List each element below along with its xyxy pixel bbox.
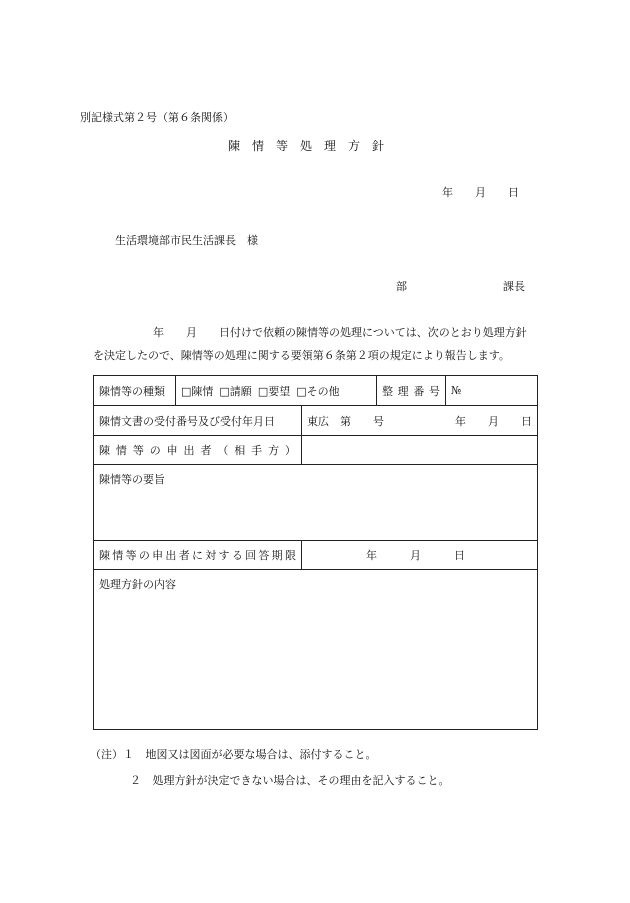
note-2-prefix: ２ [130,774,141,787]
kind-demand-checkbox[interactable]: □要望 [257,384,291,398]
note-1-prefix: （注）１ [90,748,134,761]
addressee: 生活環境部市民生活課長 様 [115,234,258,247]
row-kind [94,376,538,406]
seiri-label: 整 理 番 号 [377,376,446,406]
sender-section: 課長 [503,280,525,293]
receipt-date: 年 月 日 [455,414,532,428]
row-applicant [94,436,538,465]
kind-options [176,376,377,406]
kind-label: 陳情等の種類 [94,376,176,406]
deadline-date-field[interactable]: 年 月 日 [302,541,538,570]
sender-dept: 部 [396,280,407,293]
content-label: 処理方針の内容 [99,578,176,591]
body-line-1: 年 月 日付けで依頼の陳情等の処理については、次のとおり処理方針 [153,326,527,339]
document-title: 陳 情 等 処 理 方 針 [228,139,385,153]
body-line-2: を決定したので、陳情等の処理に関する要領第６条第２項の規定により報告します。 [93,349,510,362]
row-content [94,570,538,730]
receipt-number: 東広 第 号 [307,414,384,428]
deadline-label: 陳 情 等 の 申 出 者 に 対 す る 回 答 期 限 [94,541,302,570]
form-number: 別記様式第２号（第６条関係） [80,111,234,124]
row-receipt [94,406,538,436]
note-2 [130,772,450,788]
note-1 [90,746,377,762]
report-date: 年 月 日 [442,186,519,199]
applicant-label: 陳 情 等 の 申 出 者 （ 相 手 方 ） [94,436,302,465]
note-2-text: 処理方針が決定できない場合は、その理由を記入すること。 [152,774,450,787]
applicant-field[interactable] [302,436,538,465]
content-field[interactable] [94,570,538,730]
row-gist [94,465,538,541]
policy-table [93,375,538,730]
note-1-text: 地図又は図面が必要な場合は、添付すること。 [145,748,377,761]
receipt-field[interactable] [302,406,538,436]
receipt-label: 陳情文書の受付番号及び受付年月日 [94,406,302,436]
kind-request-checkbox[interactable]: □請願 [219,384,252,398]
kind-petition-checkbox[interactable]: □陳情 [181,384,214,398]
gist-field[interactable] [94,465,538,541]
seiri-number-field[interactable]: № [446,376,538,406]
gist-label: 陳情等の要旨 [99,473,165,486]
kind-other-checkbox[interactable]: □その他 [296,384,340,398]
row-deadline [94,541,538,570]
